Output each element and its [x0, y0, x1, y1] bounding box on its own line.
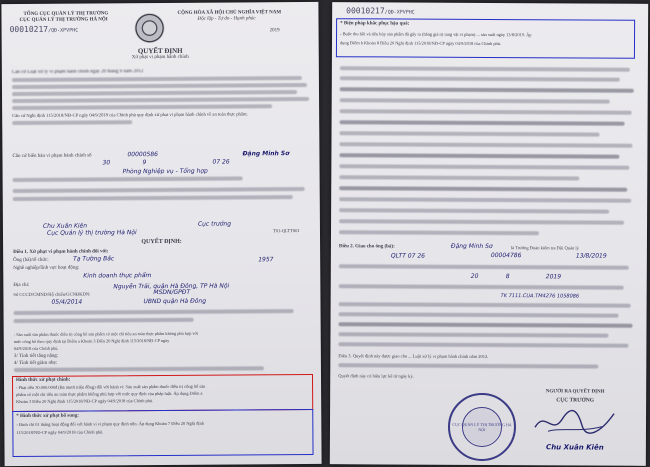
text-line [12, 104, 272, 110]
record-place: Phòng Nghiệp vụ - Tổng hợp [122, 167, 208, 176]
country-line-1: CỘNG HÒA XÃ HỘI CHỦ NGHĨA VIỆT NAM [177, 10, 282, 16]
decision-heading: QUYẾT ĐỊNH: [141, 238, 182, 246]
occupation-label: Nghề nghiệp/lĩnh vực hoạt động: [13, 265, 80, 272]
recipient-title: là Trưởng Đoàn kiểm tra Đội Quản lý [510, 245, 579, 251]
extra-penalty-line-1: - Đình chỉ 01 tháng hoạt động đối với hành vi vi phạm quy định trên. Áp dụng Khoản 7 Điều 20 Nghị định [16, 420, 205, 428]
text-line [12, 83, 307, 89]
id-label: Số CCCD/CMND/Hộ chiếu/GCNĐKDN: [13, 291, 91, 298]
text-line [14, 366, 264, 372]
appeal-note: Điều 3. Quyết định này được giao cho ... Luật xử lý vi phạm hành chính năm 2012. [338, 353, 489, 359]
remedy-header: * Biện pháp khắc phục hậu quả: [340, 21, 410, 27]
remedy-line-2: dụng Điểm b Khoản 8 Điều 20 Nghị định 115/2018/NĐ-CP ngày 04/9/2018 của Chính phủ. [339, 40, 502, 47]
violation-item-3: 04/9/2018 của Chính phủ. [13, 345, 59, 352]
signer-name: Chu Xuân Kiên [546, 443, 604, 452]
violator-label: Ông (bà)/tổ chức: [13, 257, 49, 264]
date-month: 8 [505, 273, 510, 281]
address-value: Nguyễn Trãi, quận Hà Đông, TP Hà Nội [113, 282, 230, 291]
text-line [339, 284, 624, 289]
text-line [13, 176, 243, 182]
text-line [339, 153, 619, 158]
extra-penalty-header: * Hình thức xử phạt bổ sung: [16, 413, 79, 420]
text-line [12, 97, 309, 103]
account-number: TK 7111.CUA.TM4276 1058086 [500, 293, 580, 300]
text-line [12, 120, 132, 125]
text-line [339, 186, 627, 192]
text-line [338, 342, 628, 348]
penalty-line-1: - Phạt tiền 30.000.000đ (Ba mươi triệu đồng) đối với hành vi: Sản xuất sản phẩm thuốc điều trị công bố sản [16, 383, 206, 391]
penalty-line-2: phẩm có một chỉ tiêu an toàn thực phẩm không phù hợp với mức quy định của pháp luật. Áp dụng Điểm a [16, 390, 203, 398]
text-line [12, 90, 297, 96]
record-number: 00000586 [127, 151, 159, 159]
issue-date: 05/4/2014 [51, 298, 83, 306]
text-line [340, 120, 625, 125]
remedy-line-1: - Buộc thu hồi và tiêu hủy sản phẩm đã gây ra (bằng giá trị tang vật vi phạm) ... sản xuất ngày 13/8/2019. Áp [340, 31, 532, 38]
text-line [13, 195, 293, 201]
recipient-name: Đặng Minh Sơ [450, 242, 493, 251]
text-line [339, 312, 619, 317]
record-label: Căn cứ biên bản vi phạm hành chính số [12, 153, 92, 160]
occupation-value: Kinh doanh thực phẩm [83, 272, 152, 280]
text-line [339, 230, 539, 235]
text-line [339, 175, 579, 180]
issue-place: UBND quận Hà Đông [143, 297, 207, 306]
record-date: 30 [102, 159, 111, 167]
text-line [339, 142, 632, 148]
text-line [340, 98, 610, 103]
sign-title: CỤC TRƯỞNG [556, 397, 595, 404]
code-value: QLTT 07 26 [390, 252, 425, 260]
address-label: Địa chỉ: [13, 282, 30, 289]
text-line [340, 76, 620, 81]
text-line [338, 363, 598, 368]
text-line [13, 187, 305, 193]
doc-number: 00010217/QĐ-XPVPHC [346, 6, 415, 16]
decision-effect: Quyết định này có hiệu lực kể từ ngày ký. [338, 373, 414, 379]
doc-number: 00010217/QĐ-XPVPHC [9, 24, 79, 35]
officer-code: 07 26 [212, 158, 230, 166]
birth-year: 1957 [258, 256, 274, 264]
text-line [339, 164, 629, 170]
text-line [12, 76, 302, 82]
extra-penalty-line-2: 115/2018/NĐ-CP ngày 04/9/2018 của Chính phủ. [16, 429, 104, 436]
signature-icon [530, 405, 620, 439]
text-line [339, 302, 631, 308]
violation-item-2: mức công bố theo quy định tại Điểm a Khoản 3 Điều 20 Nghị định 115/2018/NĐ-CP ngày [13, 337, 170, 345]
text-line [339, 322, 633, 328]
decision-page-1 [1, 2, 321, 466]
article-1: Điều 1. Xử phạt vi phạm hành chính đối với: [13, 249, 109, 256]
signer-org: Cục Quản lý thị trường Hà Nội [46, 229, 137, 237]
basis-line: Căn cứ Luật xử lý vi phạm hành chính ngày 20 tháng 6 năm 2012 [11, 69, 144, 76]
text-line [340, 87, 634, 93]
article-2: Điều 2. Giao cho ông (bà): [338, 244, 395, 250]
agency-line-1: TỔNG CỤC QUẢN LÝ THỊ TRƯỜNG [23, 11, 109, 17]
aggravating-label: 3/ Tình tiết tăng nặng: [13, 353, 59, 360]
team-code: T01-QLTT001 [272, 228, 300, 234]
signer-title: Cục trưởng [197, 220, 232, 228]
text-line [340, 109, 632, 115]
record-no: 00004786 [490, 252, 522, 260]
violation-item: - Sản xuất sản phẩm thuốc điều trị công bố sản phẩm có một chỉ tiêu an toàn thực phẩm không phù hợp với [13, 330, 199, 338]
text-line [338, 332, 608, 337]
agency-line-2: CỤC QUẢN LÝ THỊ TRƯỜNG HÀ NỘI [19, 17, 108, 23]
decision-page-2 [330, 2, 648, 466]
mitigating-label: 4/ Tình tiết giảm nhẹ: [13, 360, 58, 367]
sign-heading: NGƯỜI RA QUYẾT ĐỊNH [545, 389, 605, 395]
record-month: 9 [142, 159, 147, 167]
text-line [14, 309, 294, 315]
text-line [339, 264, 629, 270]
officer-name: Đặng Minh Sơ [242, 150, 290, 158]
penalty-header: Hình thức xử phạt chính: [16, 377, 71, 384]
text-line [339, 208, 609, 213]
official-seal-icon: CỤC QUẢN LÝ THỊ TRƯỜNG HÀ NỘI [448, 393, 516, 461]
text-line [339, 219, 624, 224]
date-year: 2019 [545, 273, 562, 281]
country-line-2: Độc lập - Tự do - Hạnh phúc [197, 16, 256, 22]
state-emblem-icon [134, 13, 164, 43]
text-line [340, 131, 600, 136]
penalty-line-3: Khoản 3 Điều 20 Nghị định 115/2018/NĐ-CP ngày 04/9/2018 của Chính phủ. [16, 398, 154, 405]
decision-subtitle: Xử phạt vi phạm hành chính [131, 54, 189, 61]
decree-basis: Căn cứ Nghị định 115/2018/NĐ-CP ngày 04/9/2018 của Chính phủ quy định xử phạt vi phạm hành chính về an toàn thực phẩm; [12, 111, 248, 119]
decision-title: QUYẾT ĐỊNH [137, 46, 183, 56]
text-line [14, 318, 194, 323]
date-day: 20 [470, 272, 479, 280]
text-line [339, 197, 631, 203]
id-value: MSDN/GPĐT [153, 288, 191, 297]
date-year: 2019 [269, 28, 280, 34]
text-line [340, 66, 630, 72]
violator-name: Tạ Tường Bắc [73, 255, 115, 263]
record-date: 13/8/2019 [575, 252, 607, 260]
signer-name: Chu Xuân Kiên [42, 222, 88, 230]
